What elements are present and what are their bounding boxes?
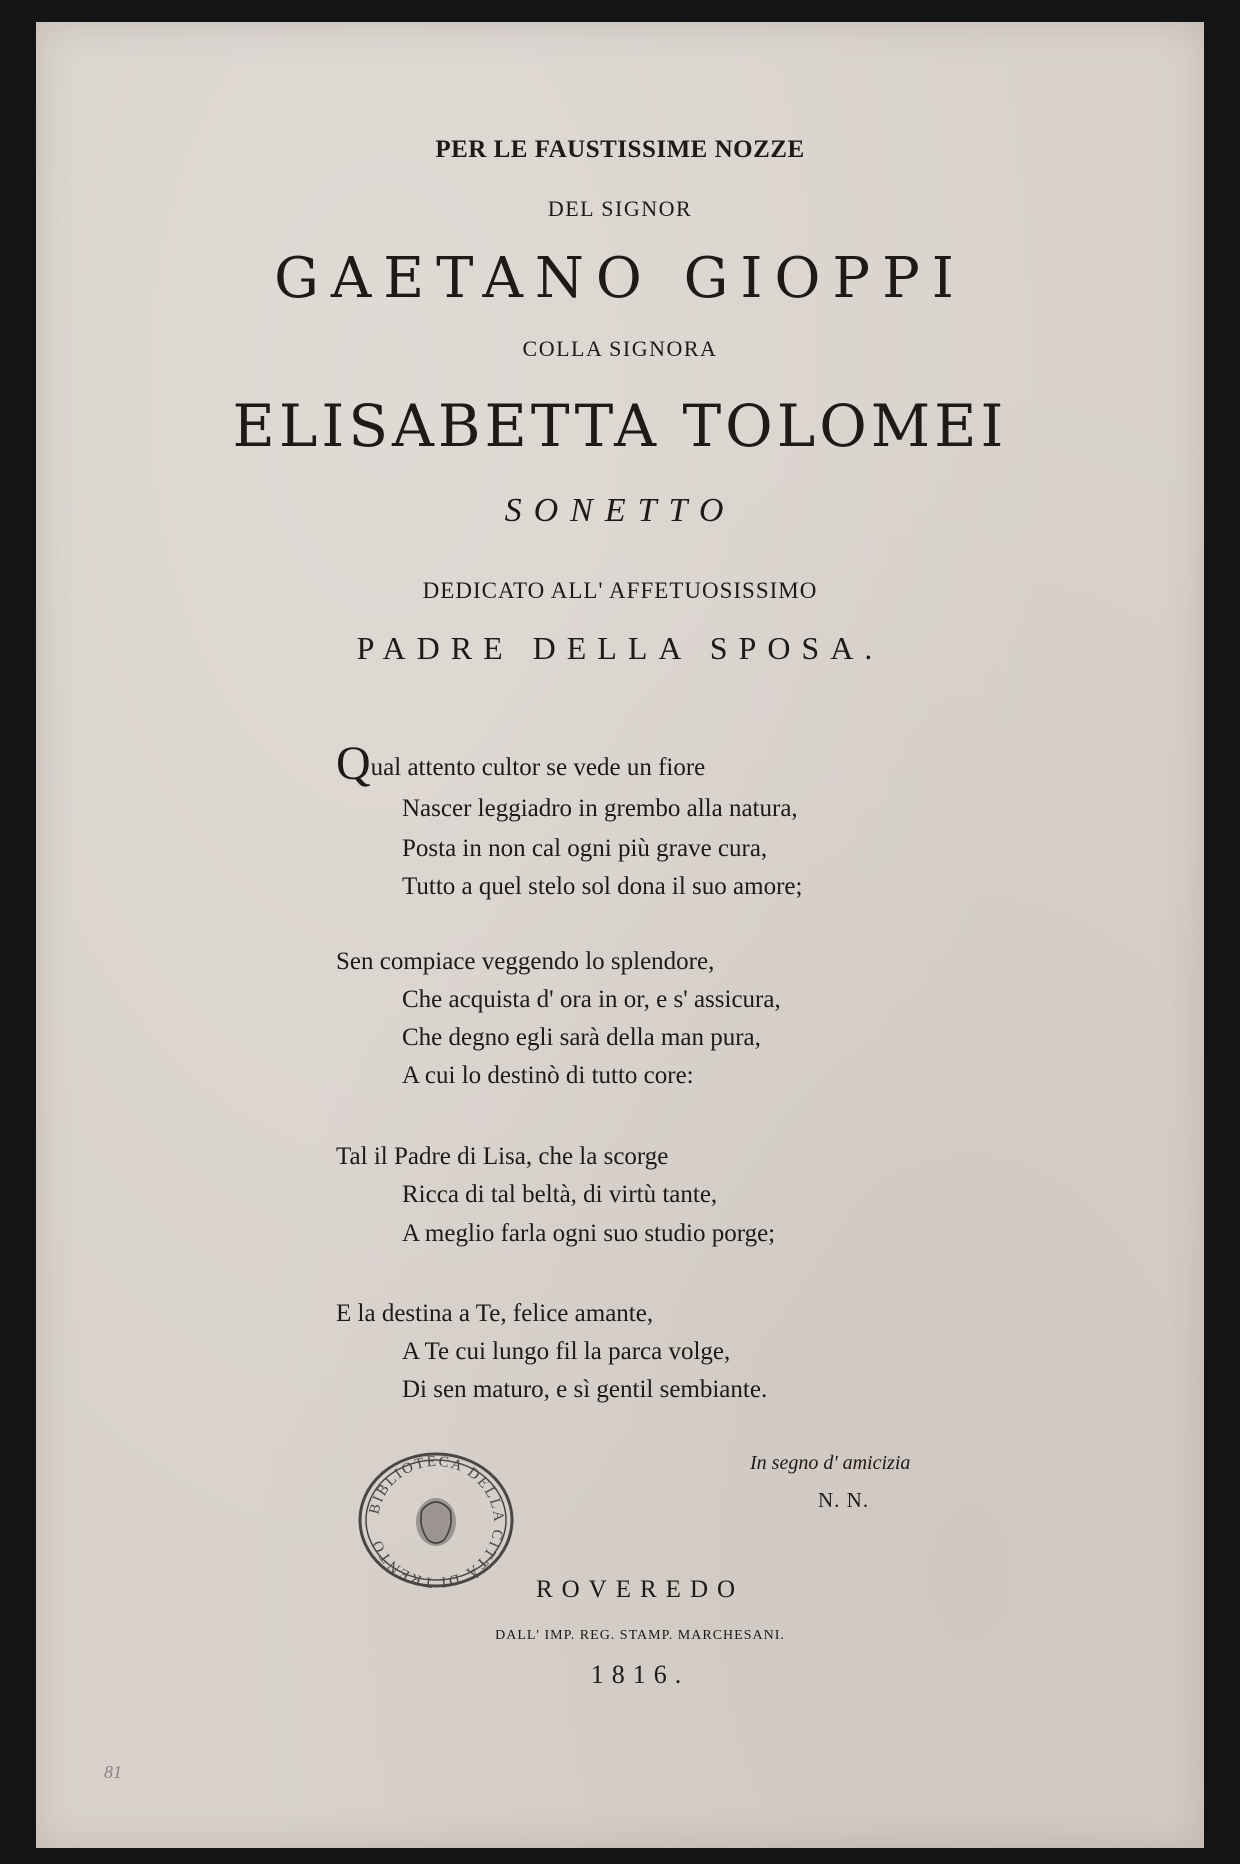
verse-line: Che acquista d' ora in or, e s' assicura, (402, 986, 781, 1013)
verse-line: Tal il Padre di Lisa, che la scorge (336, 1143, 669, 1170)
verse-line: Qual attento cultor se vede un fiore (336, 737, 706, 790)
verse-line: Posta in non cal ogni più grave cura, (402, 835, 768, 862)
verse-line: A Te cui lungo fil la parca volge, (402, 1338, 731, 1365)
imprint-place: ROVEREDO (535, 1576, 745, 1603)
heading-colla-signora: COLLA SIGNORA (522, 336, 718, 361)
verse-line: A cui lo destinò di tutto core: (402, 1062, 694, 1089)
svg-text:BIBLIOTECA DELLA CITTÀ DI TREN: BIBLIOTECA DELLA CITTÀ DI TRENTO (366, 1453, 507, 1590)
verse-line: Tutto a quel stelo sol dona il suo amore; (402, 873, 803, 900)
verse-line: Che degno egli sarà della man pura, (402, 1024, 761, 1051)
verse-line: E la destina a Te, felice amante, (336, 1300, 654, 1327)
verse-line: A meglio farla ogni suo studio porge; (402, 1220, 776, 1247)
verse-line: Sen compiace veggendo lo splendore, (336, 948, 715, 975)
genre-title: SONETTO (504, 492, 736, 529)
bride-name: ELISABETTA TOLOMEI (232, 392, 1008, 460)
heading-del-signor: DEL SIGNOR (547, 196, 693, 221)
library-stamp-icon (356, 1450, 516, 1590)
shelfmark: 81 (104, 1762, 122, 1782)
verse-line: Nascer leggiadro in grembo alla natura, (402, 795, 798, 822)
dedicatee: PADRE DELLA SPOSA. (356, 630, 884, 666)
verse-line: Ricca di tal beltà, di virtù tante, (402, 1181, 718, 1208)
signature-line: In segno d' amicizia (750, 1452, 911, 1474)
dedication-line: DEDICATO ALL' AFFETUOSISSIMO (422, 578, 818, 603)
imprint-printer: DALL' IMP. REG. STAMP. MARCHESANI. (495, 1628, 785, 1643)
verse-line: Di sen maturo, e sì gentil sembiante. (402, 1376, 768, 1403)
drop-cap: Q (336, 737, 371, 790)
groom-name: GAETANO GIOPPI (274, 246, 966, 311)
imprint-year: 1816. (590, 1660, 690, 1689)
signature-initials: N. N. (818, 1488, 870, 1512)
heading-occasion: PER LE FAUSTISSIME NOZZE (435, 136, 805, 163)
